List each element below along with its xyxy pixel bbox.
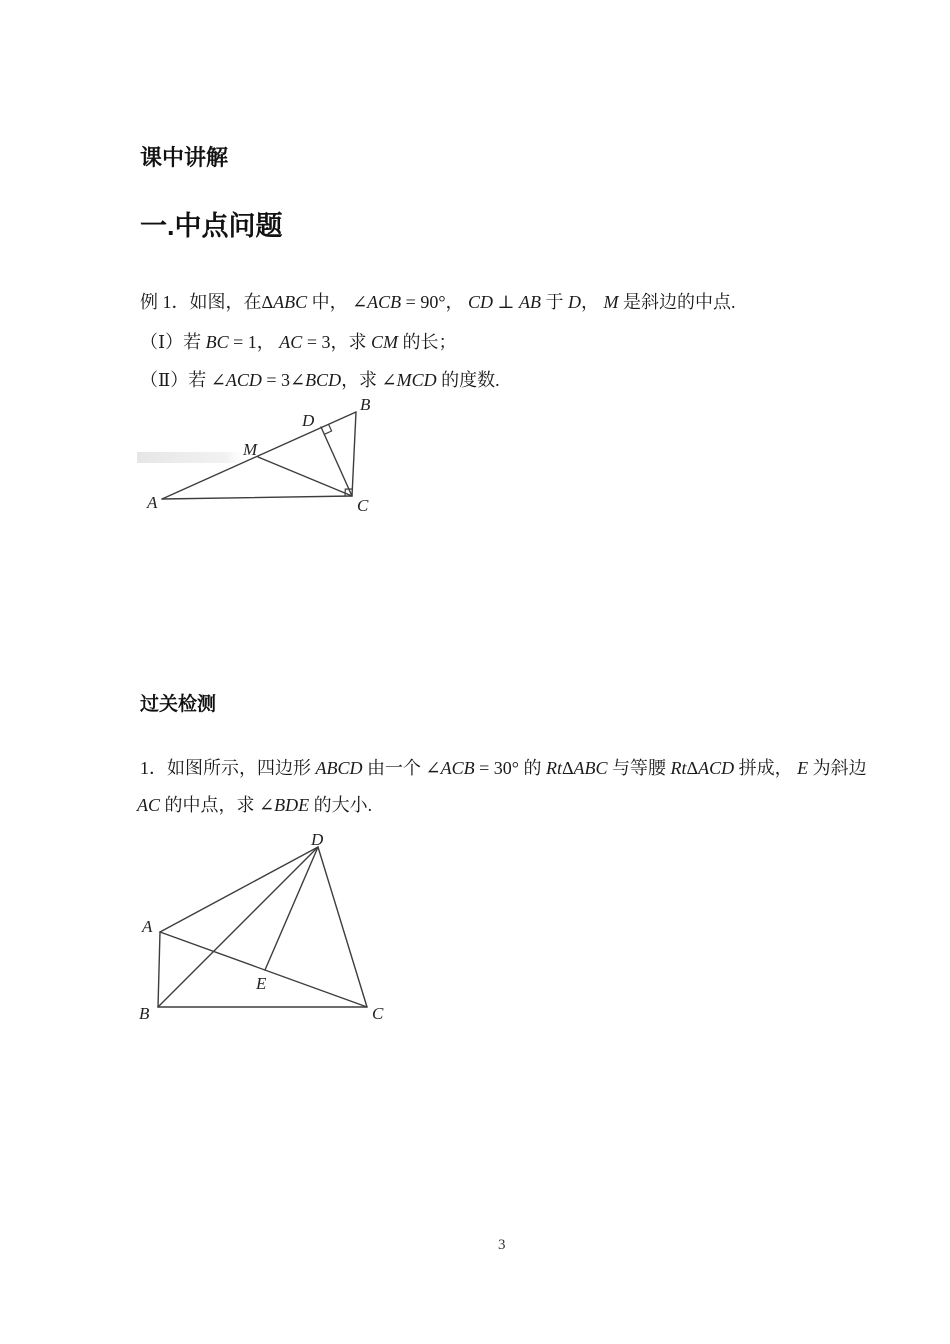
problem1-line2: AC 的中点，求 ∠BDE 的大小. <box>137 795 373 815</box>
checkpoint-heading: 过关检测 <box>140 694 217 715</box>
page-number: 3 <box>498 1237 506 1253</box>
scan-artifact <box>137 452 249 463</box>
fig1-vertex-label-A: A <box>147 493 158 512</box>
fig2-line-AD <box>160 847 318 932</box>
fig1-vertex-label-M: M <box>243 440 258 459</box>
fig1-vertex-label-B: B <box>360 395 371 414</box>
fig2-line-AC <box>160 932 367 1007</box>
example1-line1: 例 1．如图，在ΔABC 中， ∠ACB = 90°， CD ⊥ AB 于 D， M 是斜边的中点. <box>140 292 736 312</box>
example1-figure <box>130 390 400 522</box>
example1-line3: （Ⅱ）若 ∠ACD = 3∠BCD，求 ∠MCD 的度数. <box>140 370 500 390</box>
fig1-line-AC <box>162 496 352 499</box>
fig1-vertex-label-D: D <box>302 411 315 430</box>
fig2-line-DE <box>265 847 318 970</box>
fig1-vertex-label-C: C <box>357 496 369 515</box>
fig2-vertex-label-A: A <box>142 917 153 936</box>
example1-line2: （Ⅰ）若 BC = 1， AC = 3，求 CM 的长； <box>140 332 457 352</box>
fig1-line-CM <box>258 457 352 496</box>
fig2-line-AB <box>158 932 160 1007</box>
fig2-line-BD <box>158 847 318 1007</box>
problem1-figure <box>130 830 405 1030</box>
fig2-vertex-label-C: C <box>372 1004 384 1023</box>
fig2-line-CD <box>318 847 367 1007</box>
fig2-vertex-label-E: E <box>256 974 267 993</box>
section-heading: 课中讲解 <box>140 145 229 170</box>
fig2-vertex-label-D: D <box>311 830 324 849</box>
problem1-line1: 1．如图所示，四边形 ABCD 由一个 ∠ACB = 30° 的 RtΔABC 与等腰 RtΔACD 拼成， E 为斜边 <box>140 758 867 778</box>
fig2-vertex-label-B: B <box>139 1004 150 1023</box>
subsection-heading: 一.中点问题 <box>140 211 283 241</box>
fig1-line-BC <box>352 412 356 496</box>
